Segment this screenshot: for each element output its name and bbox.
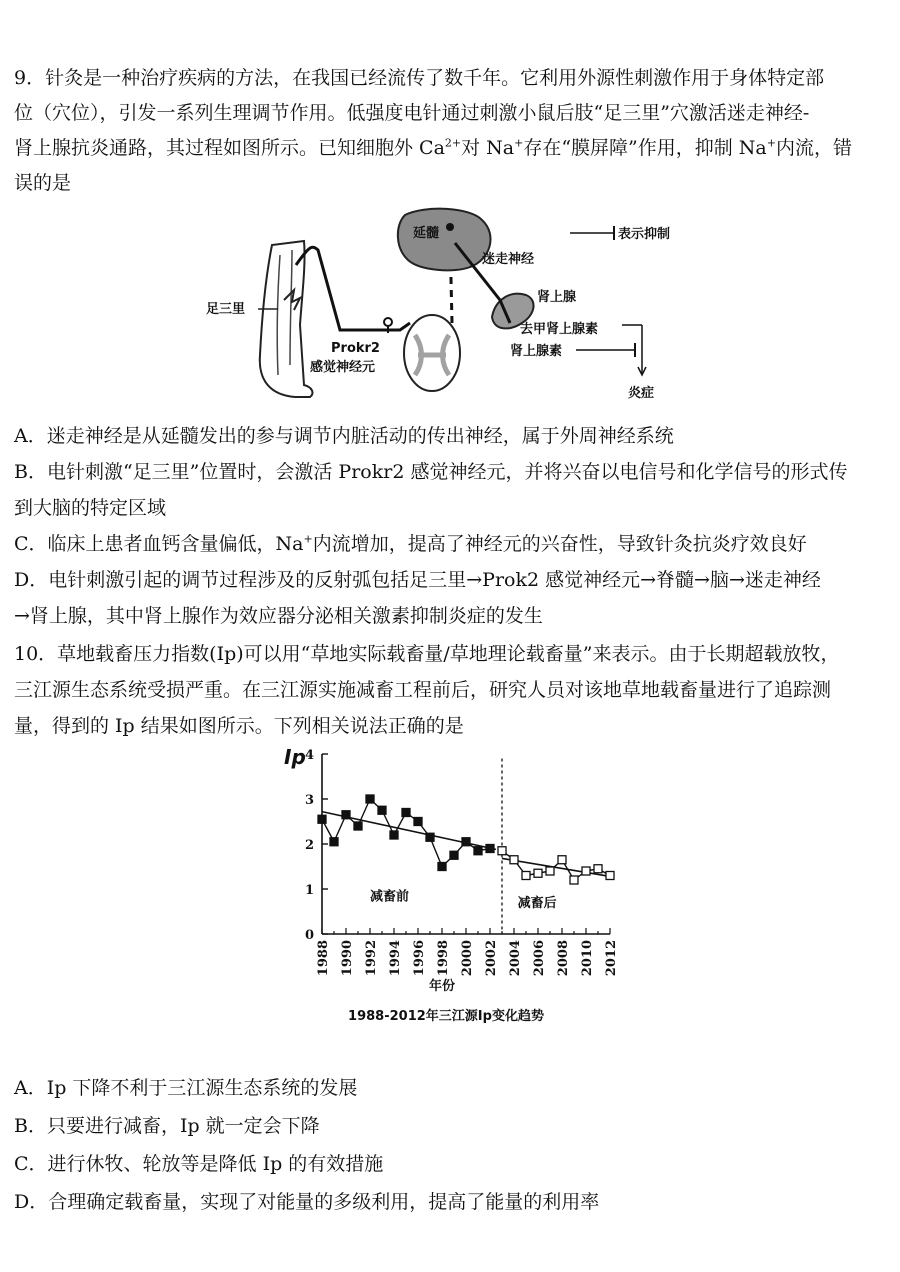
q10-line-3: 量，得到的 Ip 结果如图所示。下列相关说法正确的是 [14,715,464,737]
x-tick-label: 2010 [580,940,595,977]
q9-option-d-line2: →肾上腺，其中肾上腺作为效应器分泌相关激素抑制炎症的发生 [14,605,543,627]
medulla-shape [398,209,491,271]
q10-option-b: B．只要进行减畜，Ip 就一定会下降 [14,1115,320,1137]
legend-label: 表示抑制 [618,227,671,242]
data-point [534,869,542,877]
x-tick-label: 1998 [436,940,451,977]
data-point [354,822,362,830]
ip-trend-chart [280,742,620,1042]
y-tick-label: 4 [304,748,314,763]
y-axis-label: Ip [284,745,306,769]
q9-line-2: 位（穴位），引发一系列生理调节作用。低强度电针通过刺激小鼠后肢“足三里”穴激活迷走神经- [14,102,810,124]
y-tick-label: 0 [304,928,314,943]
chart-text [284,745,619,1024]
x-tick-label: 2000 [460,940,475,977]
chart-series [318,795,614,884]
x-tick-label: 1990 [340,940,355,977]
q9-line-1: 9．针灸是一种治疗疾病的方法，在我国已经流传了数千年。它利用外源性刺激作用于身体特定部 [14,67,825,89]
data-point [378,806,386,814]
region-label-before: 减畜前 [370,889,410,905]
x-tick-label: 2012 [604,940,619,977]
x-tick-label: 1992 [364,940,379,977]
x-axis-label: 年份 [428,979,456,994]
sensory-neuron-label: 感觉神经元 [310,360,376,375]
norepinephrine-label: 去甲肾上腺素 [520,322,599,337]
y-tick-label: 2 [304,838,314,853]
q9-option-b-line1: B．电针刺激“足三里”位置时，会激活 Prokr2 感觉神经元，并将兴奋以电信号和化学信号的形式传 [14,461,848,483]
data-point [402,809,410,817]
data-point [558,856,566,864]
x-tick-label: 2004 [508,940,523,977]
data-point [450,851,458,859]
data-point [390,831,398,839]
q9-option-c: C．临床上患者血钙含量偏低，Na+内流增加，提高了神经元的兴奋性，导致针灸抗炎疗效良好 [14,532,807,555]
data-point [498,847,506,855]
y-tick-label: 3 [304,793,314,808]
data-point [318,815,326,823]
data-point [582,867,590,875]
zusanli-label: 足三里 [206,302,246,317]
x-tick-label: 1996 [412,940,427,977]
leg-outline [260,241,313,397]
data-point [462,838,470,846]
q9-option-b-line2: 到大脑的特定区域 [14,497,167,519]
medulla-label: 延髓 [413,226,440,241]
x-tick-label: 2002 [484,940,499,977]
data-point [342,811,350,819]
y-tick-label: 1 [304,883,314,898]
x-tick-label: 1988 [316,940,331,977]
prokr2-neuron-soma [384,318,392,326]
vagus-label: 迷走神经 [482,252,535,267]
data-point [594,865,602,873]
q10-line-2: 三江源生态系统受损严重。在三江源实施减畜工程前后，研究人员对该地草地载畜量进行了追踪测 [14,679,832,701]
data-point [330,838,338,846]
sensory-nerve-fiber [296,247,410,330]
q10-option-c: C．进行休牧、轮放等是降低 Ip 的有效措施 [14,1153,384,1175]
prokr2-label: Prokr2 [331,341,380,356]
region-label-after: 减畜后 [517,896,557,911]
data-point [570,876,578,884]
data-point [486,845,494,853]
q10-option-d: D．合理确定载畜量，实现了对能量的多级利用，提高了能量的利用率 [14,1191,600,1213]
q9-option-a: A．迷走神经是从延髓发出的参与调节内脏活动的传出神经，属于外周神经系统 [14,425,674,447]
q9-line-3: 肾上腺抗炎通路，其过程如图所示。已知细胞外 $Ca^{2+}$对 Na+存在“膜屏障”作用，抑制 Na+内流，错 [14,136,852,159]
vagal-adrenal-pathway-diagram [200,205,710,405]
epinephrine-label: 肾上腺素 [510,344,563,359]
data-point [606,872,614,880]
data-point [426,833,434,841]
x-tick-label: 2008 [556,940,571,977]
chart-title: 1988-2012年三江源Ip变化趋势 [348,1009,544,1024]
q10-option-a: A．Ip 下降不利于三江源生态系统的发展 [14,1077,358,1099]
data-point [438,863,446,871]
data-point [474,847,482,855]
x-tick-label: 1994 [388,940,403,977]
data-point [510,856,518,864]
data-point [366,795,374,803]
q9-line-4: 误的是 [14,172,72,194]
inflammation-label: 炎症 [628,386,655,401]
data-point [414,818,422,826]
data-point [522,872,530,880]
data-point [546,867,554,875]
q9-option-d-line1: D．电针刺激引起的调节过程涉及的反射弧包括足三里→Prok2 感觉神经元→脊髓→脑→迷走神经 [14,569,821,591]
adrenal-label: 肾上腺 [537,290,577,305]
q10-line-1: 10．草地载畜压力指数(Ip)可以用“草地实际载畜量/草地理论载畜量”来表示。由于长期超载放牧， [14,643,840,665]
x-tick-label: 2006 [532,940,547,977]
